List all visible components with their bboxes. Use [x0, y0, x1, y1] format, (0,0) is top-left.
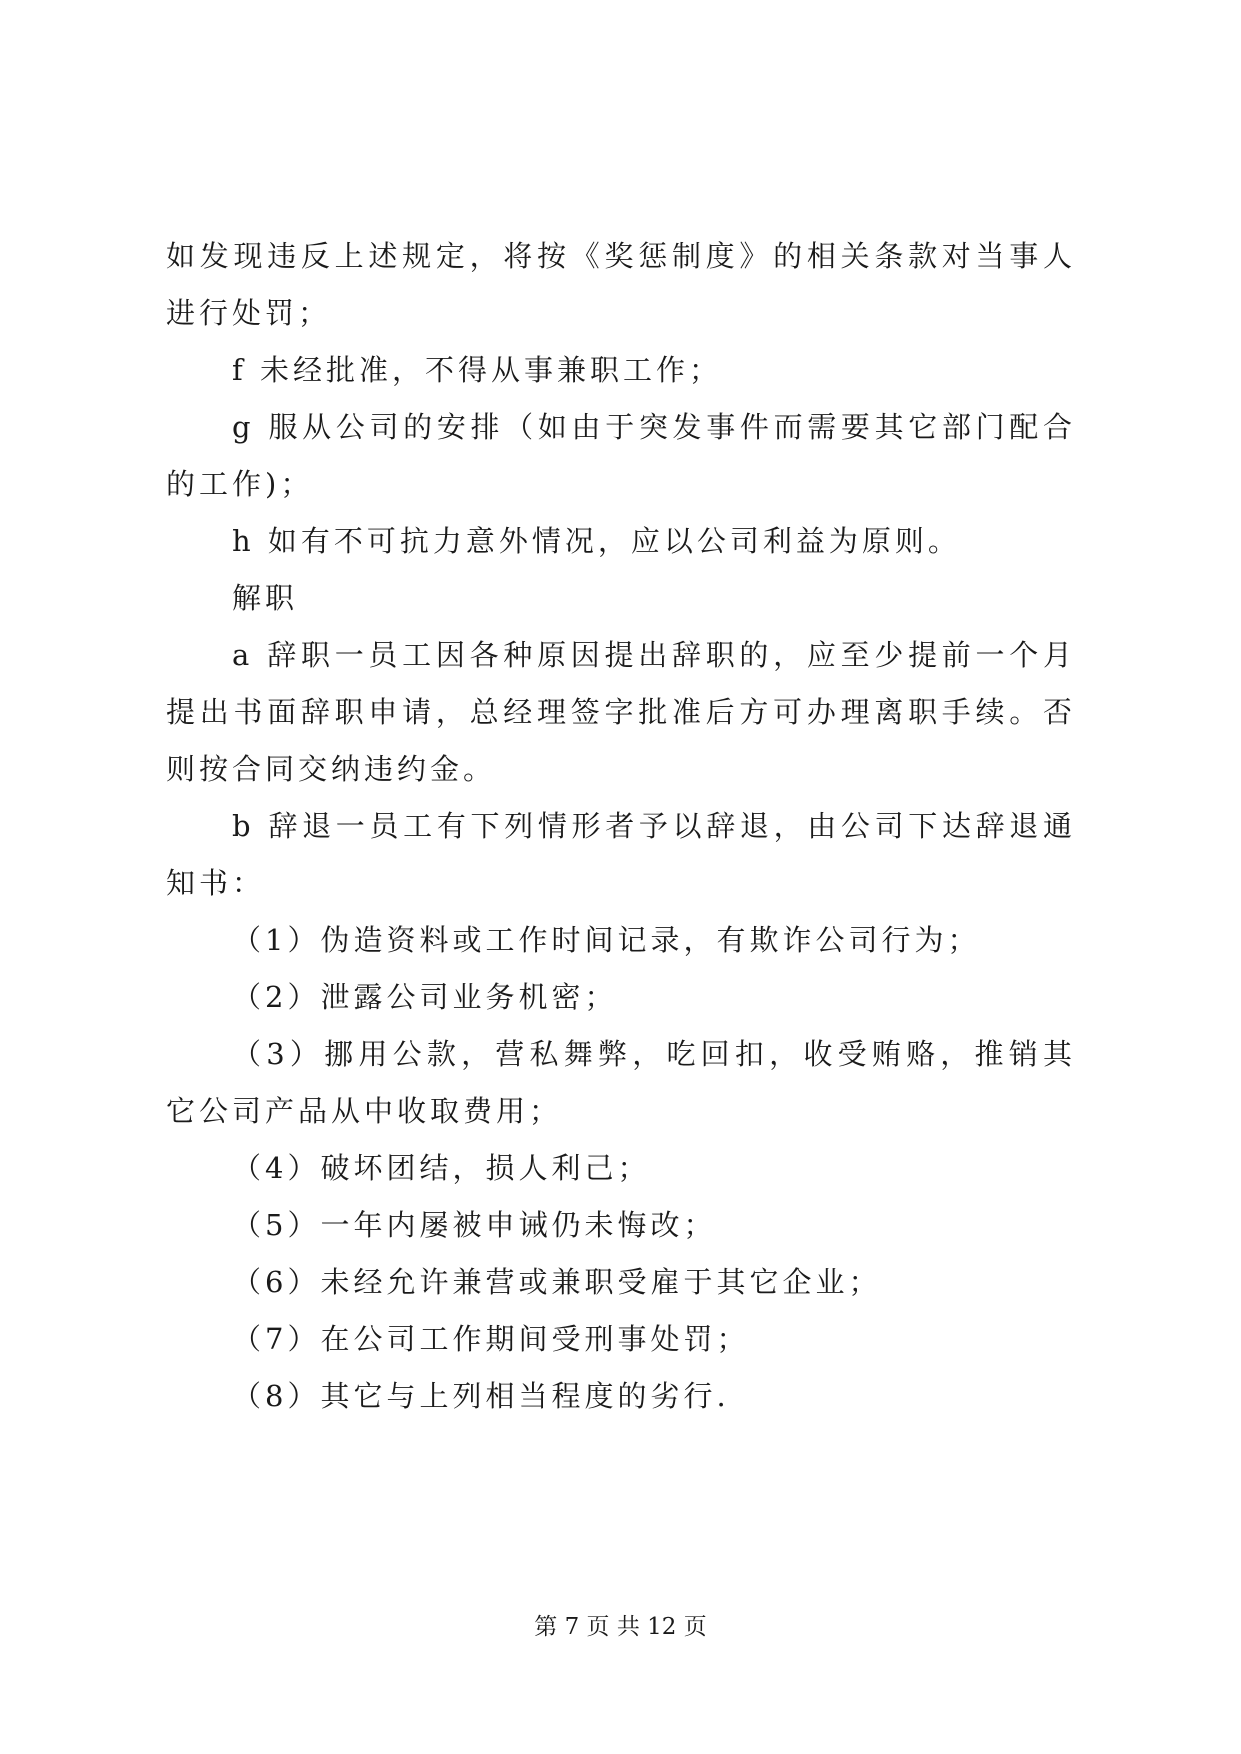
- list-item-3: （3）挪用公款，营私舞弊，吃回扣，收受贿赂，推销其它公司产品从中收取费用；: [166, 1037, 1076, 1128]
- paragraph-item-h: h 如有不可抗力意外情况，应以公司利益为原则。: [232, 524, 961, 558]
- paragraph-item-f: f 未经批准，不得从事兼职工作；: [232, 353, 722, 387]
- list-item-8: （8）其它与上列相当程度的劣行.: [232, 1379, 730, 1413]
- paragraph-item-g: g 服从公司的安排（如由于突发事件而需要其它部门配合的工作)；: [166, 410, 1076, 501]
- list-item-1: （1）伪造资料或工作时间记录，有欺诈公司行为；: [232, 923, 981, 957]
- paragraph-termination: b 辞退一员工有下列情形者予以辞退，由公司下达辞退通知书：: [166, 809, 1076, 900]
- list-item-6: （6）未经允许兼营或兼职受雇于其它企业；: [232, 1265, 882, 1299]
- list-item-2: （2）泄露公司业务机密；: [232, 980, 618, 1014]
- list-item-4: （4）破坏团结，损人利己；: [232, 1151, 651, 1185]
- document-body: [166, 228, 1076, 1425]
- page-number-footer: 第 7 页 共 12 页: [534, 1614, 707, 1640]
- paragraph-resignation: a 辞职一员工因各种原因提出辞职的，应至少提前一个月提出书面辞职申请，总经理签字批准后方可办理离职手续。否则按合同交纳违约金。: [166, 638, 1076, 786]
- list-item-5: （5）一年内屡被申诫仍未悔改；: [232, 1208, 717, 1242]
- section-heading-dismissal: 解职: [232, 581, 299, 615]
- paragraph-penalty-clause: 如发现违反上述规定，将按《奖惩制度》的相关条款对当事人进行处罚；: [166, 239, 1076, 330]
- list-item-7: （7）在公司工作期间受刑事处罚；: [232, 1322, 750, 1356]
